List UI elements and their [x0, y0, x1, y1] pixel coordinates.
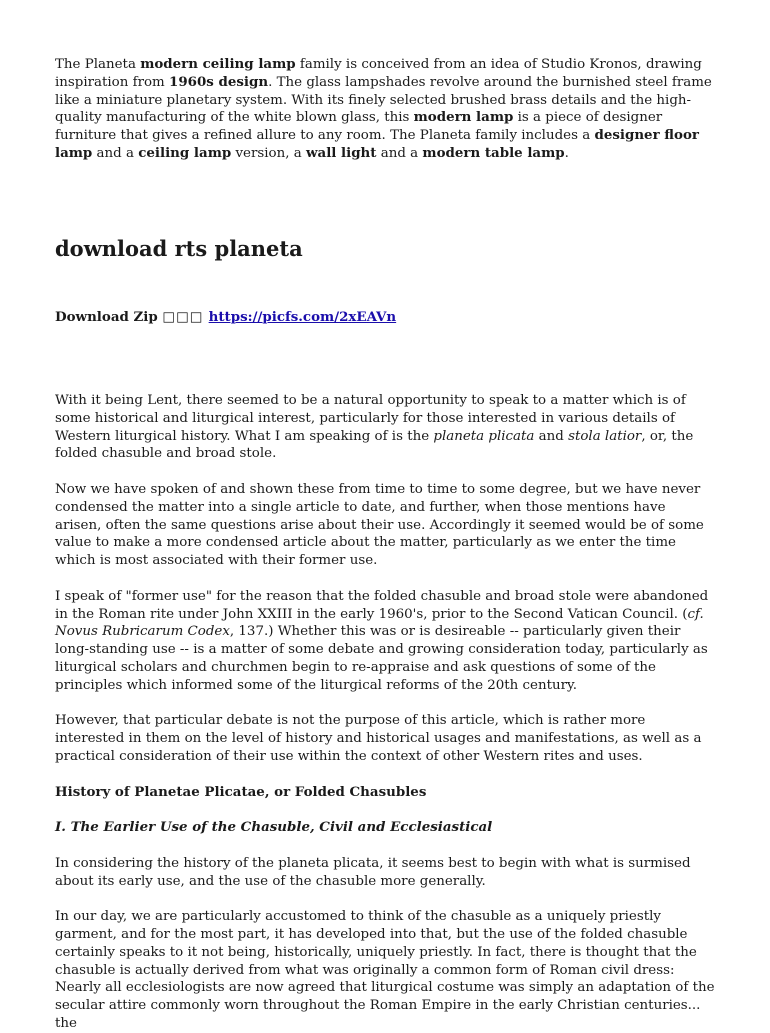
download-label: Download Zip	[55, 309, 163, 325]
arrow-glyphs: □□□	[162, 310, 209, 325]
paragraph-history: In considering the history of the planeta plicata, it seems best to begin with what is surmised about its early use, and the use of the chasuble more generally.	[55, 855, 691, 889]
intro-bold-text: 1960s design	[169, 73, 269, 90]
intro-bold-text: ceiling lamp	[138, 144, 232, 161]
paragraph-quote: Nearly all ecclesiologists are now agreed that liturgical costume was simply an adaptation of the secular attire commonly worn throughout the Roman Empire in the early Christian centuries... the	[55, 980, 715, 1031]
intro-bold-text: modern table lamp	[422, 144, 565, 161]
paragraph-priestly: In our day, we are particularly accustomed to think of the chasuble as a uniquely priestly garment, and for the most part, it has developed into that, but the use of the folded chasuble certainly speaks to it not being, historically, uniquely priestly. In fact, there is thought that the chasuble is actually derived from what was originally a common form of Roman civil dress:	[55, 909, 697, 978]
intro-paragraph	[55, 56, 715, 163]
intro-text: . The glass lampshades revolve around the burnished steel frame like a miniature planetary system. With its finely selected brushed brass details and the high-quality manufacturing of the white blown glass, this	[55, 74, 712, 126]
download-line	[55, 309, 396, 327]
intro-text: version, a	[231, 145, 306, 161]
intro-bold-text: modern lamp	[413, 109, 514, 126]
download-link[interactable]: https://picfs.com/2xEAVn	[208, 309, 397, 325]
intro-bold-text: modern ceiling lamp	[140, 56, 296, 72]
intro-bold-text: wall light	[305, 144, 377, 161]
intro-text: The Planeta	[55, 57, 141, 72]
subsection-heading: I. The Earlier Use of the Chasuble, Civil and Ecclesiastical	[55, 819, 493, 836]
paragraph-text: With it being Lent, there seemed to be a natural opportunity to speak to a matter which is of some historical and liturgical interest, particularly for those interested in various details of Western liturgical history. What I am speaking of is the	[55, 393, 686, 444]
italic-term: stola latior	[568, 428, 642, 444]
paragraph-text: , or, the folded chasuble and broad stole.	[55, 428, 694, 462]
intro-text: and a	[376, 145, 423, 161]
paragraph-text: , 137.) Whether this was or is desireable -- particularly given their long-standing use -- is a matter of some debate and growing consideration today, particularly as liturgical scholars and churchmen begin to re-appraise and ask questions of some of the principles which informed some of the liturgical reforms of the 20th century.	[55, 624, 708, 693]
paragraph-former-use	[55, 588, 715, 695]
paragraph-lent	[55, 392, 715, 463]
document-content	[55, 56, 715, 1031]
italic-citation: cf. Novus Rubricarum Codex	[55, 606, 704, 640]
paragraph-text: I speak of "former use" for the reason that the folded chasuble and broad stole were abandoned in the Roman rite under John XXIII in the early 1960's, prior to the Second Vatican Council. (	[55, 588, 709, 622]
intro-text: is a piece of designer furniture that gives a refined allure to any room. The Planeta family includes a	[55, 110, 663, 144]
paragraph-text: and	[534, 428, 569, 444]
section-heading: History of Planetae Plicatae, or Folded Chasubles	[55, 783, 427, 800]
intro-text: .	[564, 145, 569, 161]
intro-bold-text: designer floor lamp	[55, 127, 699, 161]
intro-text: family is conceived from an idea of Studio Kronos, drawing inspiration from	[55, 57, 702, 90]
page-title: download rts planeta	[55, 236, 303, 261]
paragraph-debate: However, that particular debate is not the purpose of this article, which is rather more interested in them on the level of history and historical usages and manifestations, as well as a practical consideration of their use within the context of other Western rites and uses.	[55, 713, 702, 764]
italic-term: planeta plicata	[433, 428, 535, 444]
intro-text: and a	[92, 145, 139, 161]
paragraph-condensed: Now we have spoken of and shown these from time to time to some degree, but we have never condensed the matter into a single article to date, and further, when those mentions have arisen, often the same questions arise about their use. Accordingly it seemed would be of some value to make a more condensed article about the matter, particularly as we enter the time which is most associated with their former use.	[55, 481, 704, 569]
article-body	[55, 336, 715, 1033]
